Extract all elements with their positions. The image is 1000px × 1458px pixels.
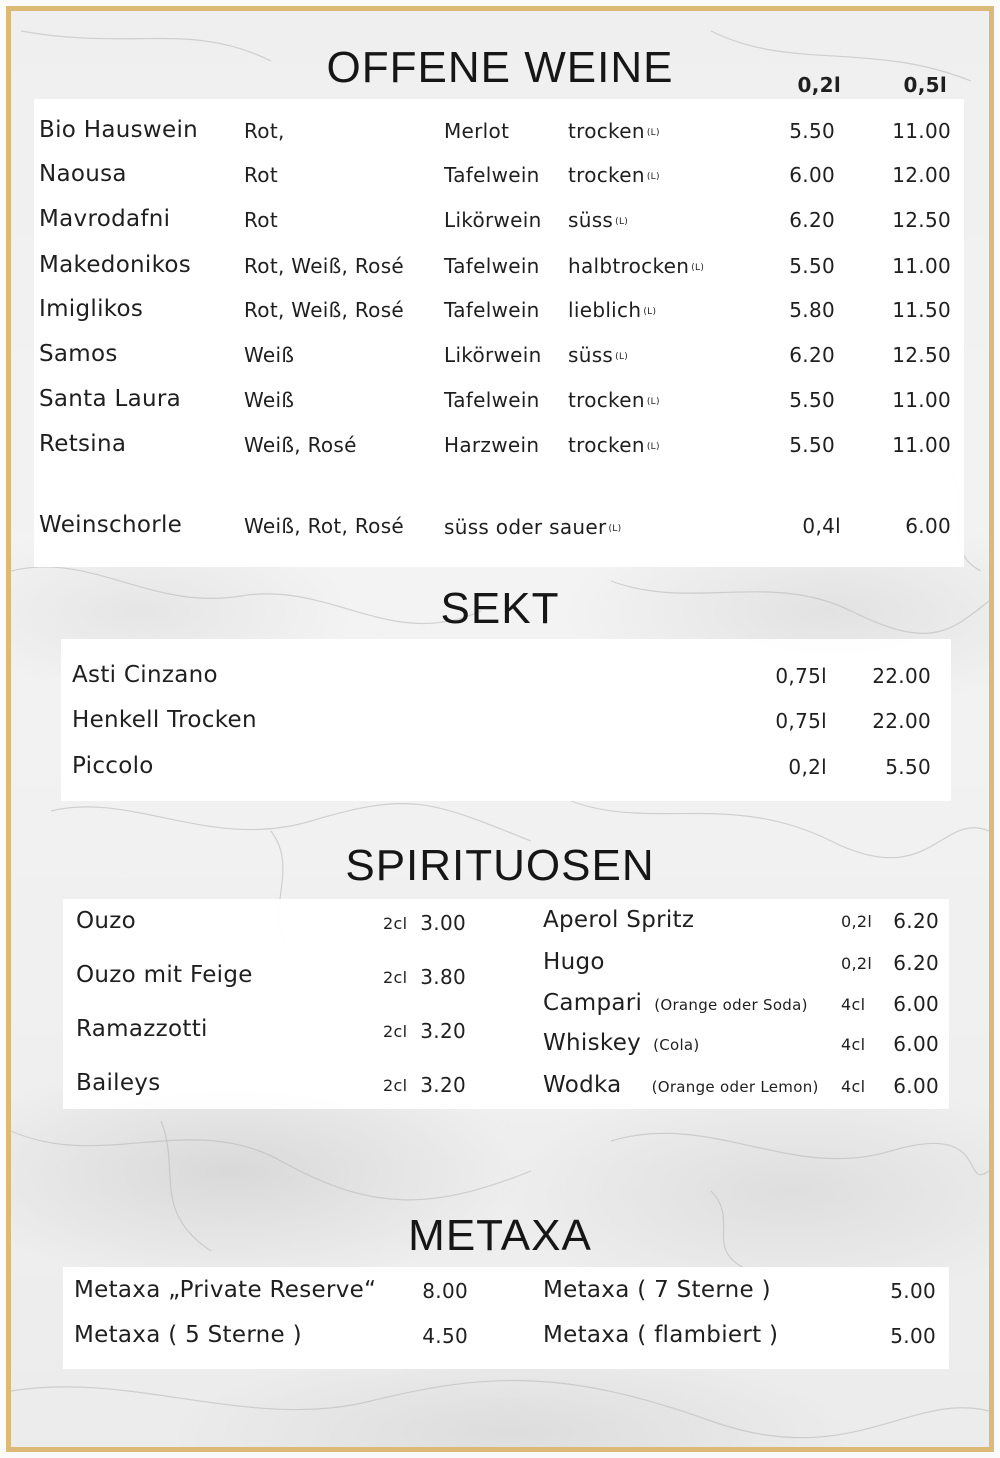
wine-type: Harzwein bbox=[444, 433, 540, 457]
spirit-note: (Orange oder Soda) bbox=[654, 996, 808, 1014]
size: 4cl bbox=[841, 1035, 866, 1054]
sekt-name: Henkell Trocken bbox=[72, 707, 257, 733]
gold-frame bbox=[6, 6, 994, 1452]
spirit-name: Ouzo bbox=[76, 908, 137, 934]
wine-color: Weiß bbox=[244, 343, 295, 367]
wine-taste bbox=[568, 208, 628, 232]
allergen-note: (L) bbox=[646, 128, 660, 138]
spirit-name-label: Aperol Spritz bbox=[543, 907, 695, 933]
size: 4cl bbox=[841, 995, 866, 1014]
metaxa-name: Metaxa ( 7 Sterne ) bbox=[543, 1277, 771, 1303]
heading-spirituosen: SPIRITUOSEN bbox=[345, 841, 655, 890]
price-small: 5.80 bbox=[789, 298, 835, 322]
wine-taste-label: süss bbox=[568, 208, 614, 232]
price: 22.00 bbox=[872, 664, 931, 688]
price-large: 11.00 bbox=[892, 433, 951, 457]
heading-offene-weine: OFFENE WEINE bbox=[326, 43, 674, 92]
spirit-name bbox=[543, 1030, 700, 1056]
price-small: 6.00 bbox=[789, 163, 835, 187]
price: 8.00 bbox=[422, 1279, 468, 1303]
spirit-name-label: Whiskey bbox=[543, 1030, 642, 1056]
size: 2cl bbox=[383, 914, 408, 933]
wine-type: Tafelwein bbox=[444, 388, 540, 412]
spirit-name: Baileys bbox=[76, 1070, 161, 1096]
heading-metaxa: METAXA bbox=[408, 1211, 592, 1260]
price: 6.00 bbox=[893, 992, 939, 1016]
price: 5.00 bbox=[890, 1279, 936, 1303]
allergen-note: (L) bbox=[646, 442, 660, 452]
price-large: 11.00 bbox=[892, 254, 951, 278]
wine-name: Imiglikos bbox=[39, 296, 144, 322]
price: 6.00 bbox=[893, 1074, 939, 1098]
price-small: 6.20 bbox=[789, 343, 835, 367]
size: 0,75l bbox=[775, 709, 827, 733]
price-large: 12.00 bbox=[892, 163, 951, 187]
size: 0,75l bbox=[775, 664, 827, 688]
price: 4.50 bbox=[422, 1324, 468, 1348]
wine-name: Makedonikos bbox=[39, 252, 192, 278]
wine-taste bbox=[568, 254, 704, 278]
spirit-name-label: Campari bbox=[543, 990, 643, 1016]
wine-name: Retsina bbox=[39, 431, 127, 457]
wine-taste-label: süss bbox=[568, 343, 614, 367]
spirit-name bbox=[543, 949, 605, 975]
spirit-note: (Cola) bbox=[653, 1036, 700, 1054]
price: 5.50 bbox=[885, 755, 931, 779]
price: 3.80 bbox=[420, 965, 466, 989]
price: 6.20 bbox=[893, 909, 939, 933]
spirit-name: Ouzo mit Feige bbox=[76, 962, 253, 988]
wine-color: Rot, bbox=[244, 119, 285, 143]
price: 6.20 bbox=[893, 951, 939, 975]
price-small: 5.50 bbox=[789, 119, 835, 143]
wine-taste bbox=[568, 388, 660, 412]
wine-type: Tafelwein bbox=[444, 163, 540, 187]
price: 3.00 bbox=[420, 911, 466, 935]
price: 5.00 bbox=[890, 1324, 936, 1348]
wine-color: Weiß, Rosé bbox=[244, 433, 357, 457]
wine-color: Rot bbox=[244, 208, 278, 232]
size: 0,2l bbox=[841, 954, 873, 973]
price-large: 12.50 bbox=[892, 208, 951, 232]
allergen-note: (L) bbox=[615, 217, 629, 227]
price: 22.00 bbox=[872, 709, 931, 733]
wine-type: Tafelwein bbox=[444, 254, 540, 278]
wine-name: Naousa bbox=[39, 161, 127, 187]
price: 3.20 bbox=[420, 1073, 466, 1097]
price-large: 11.00 bbox=[892, 388, 951, 412]
size: 2cl bbox=[383, 968, 408, 987]
allergen-note: (L) bbox=[691, 263, 705, 273]
wine-taste bbox=[444, 515, 621, 539]
spirit-name-label: Wodka bbox=[543, 1072, 622, 1098]
wine-taste bbox=[568, 433, 660, 457]
spirit-name bbox=[543, 907, 694, 933]
allergen-note: (L) bbox=[646, 397, 660, 407]
size: 2cl bbox=[383, 1076, 408, 1095]
wine-type: Tafelwein bbox=[444, 298, 540, 322]
wine-name: Santa Laura bbox=[39, 386, 182, 412]
column-header-small: 0,2l bbox=[797, 73, 841, 97]
spirit-name: Ramazzotti bbox=[76, 1016, 208, 1042]
wine-taste-label: trocken bbox=[568, 433, 645, 457]
wine-color: Weiß bbox=[244, 388, 295, 412]
wine-color: Rot, Weiß, Rosé bbox=[244, 254, 405, 278]
allergen-note: (L) bbox=[643, 307, 657, 317]
wine-color: Weiß, Rot, Rosé bbox=[244, 514, 405, 538]
price-large: 11.00 bbox=[892, 119, 951, 143]
wine-color: Rot bbox=[244, 163, 278, 187]
price-large: 12.50 bbox=[892, 343, 951, 367]
size: 0,4l bbox=[802, 514, 841, 538]
spirit-name-label: Hugo bbox=[543, 949, 605, 975]
wine-taste-label: lieblich bbox=[568, 298, 642, 322]
size: 0,2l bbox=[841, 912, 873, 931]
heading-sekt: SEKT bbox=[440, 584, 560, 633]
price: 6.00 bbox=[905, 514, 951, 538]
metaxa-name: Metaxa ( flambiert ) bbox=[543, 1322, 779, 1348]
size: 0,2l bbox=[788, 755, 827, 779]
wine-taste-label: trocken bbox=[568, 388, 645, 412]
wine-taste bbox=[568, 343, 628, 367]
wine-type: Likörwein bbox=[444, 208, 542, 232]
wine-type: Merlot bbox=[444, 119, 510, 143]
wine-taste-label: trocken bbox=[568, 163, 645, 187]
spirit-note: (Orange oder Lemon) bbox=[651, 1078, 819, 1096]
size: 4cl bbox=[841, 1077, 866, 1096]
price: 6.00 bbox=[893, 1032, 939, 1056]
column-header-large: 0,5l bbox=[903, 73, 947, 97]
sekt-name: Asti Cinzano bbox=[72, 662, 218, 688]
wine-name: Bio Hauswein bbox=[39, 117, 199, 143]
allergen-note: (L) bbox=[646, 172, 660, 182]
price-large: 11.50 bbox=[892, 298, 951, 322]
wine-color: Rot, Weiß, Rosé bbox=[244, 298, 405, 322]
wine-taste bbox=[568, 298, 656, 322]
allergen-note: (L) bbox=[608, 524, 622, 534]
price-small: 6.20 bbox=[789, 208, 835, 232]
wine-taste bbox=[568, 163, 660, 187]
wine-taste-label: trocken bbox=[568, 119, 645, 143]
metaxa-name: Metaxa ( 5 Sterne ) bbox=[74, 1322, 302, 1348]
metaxa-name: Metaxa „Private Reserve“ bbox=[74, 1277, 377, 1303]
price-small: 5.50 bbox=[789, 254, 835, 278]
size: 2cl bbox=[383, 1022, 408, 1041]
wine-taste bbox=[568, 119, 660, 143]
wine-type: Likörwein bbox=[444, 343, 542, 367]
wine-taste-label: halbtrocken bbox=[568, 254, 690, 278]
wine-name: Mavrodafni bbox=[39, 206, 171, 232]
sekt-name: Piccolo bbox=[72, 753, 154, 779]
wine-name: Samos bbox=[39, 341, 118, 367]
price-small: 5.50 bbox=[789, 388, 835, 412]
spirit-name bbox=[543, 990, 808, 1016]
spirit-name bbox=[543, 1072, 819, 1098]
wine-name: Weinschorle bbox=[39, 512, 183, 538]
allergen-note: (L) bbox=[615, 352, 629, 362]
price-small: 5.50 bbox=[789, 433, 835, 457]
price: 3.20 bbox=[420, 1019, 466, 1043]
wine-taste-label: süss oder sauer bbox=[444, 515, 607, 539]
